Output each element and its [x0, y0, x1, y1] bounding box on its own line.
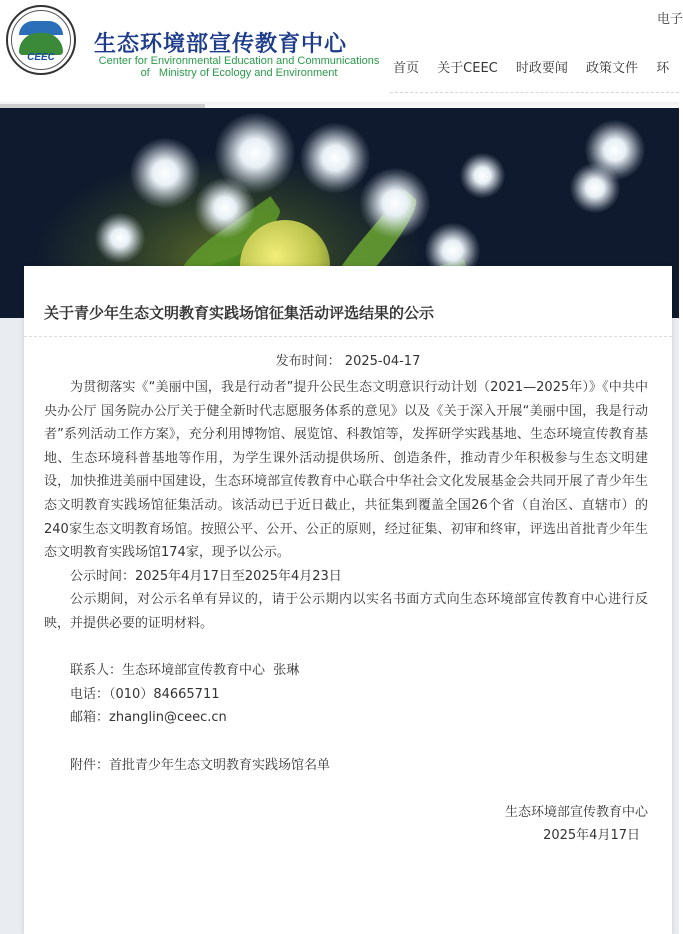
title-divider: [24, 336, 672, 337]
site-title-english: [94, 55, 384, 79]
contact-phone: 电话：（010）84665711: [70, 686, 220, 702]
body-paragraph: 公示期间，对公示名单有异议的，请于公示期内以实名书面方式向生态环境部宣传教育中心进行反映，并提供必要的证明材料。: [44, 592, 648, 631]
banner-seed-puff: [460, 153, 505, 198]
body-paragraph: 公示时间：2025年4月17日至2025年4月23日: [70, 568, 342, 584]
banner-seed-puff: [130, 138, 200, 208]
banner-seed-puff: [95, 213, 145, 263]
nav-item-news[interactable]: 时政要闻: [515, 61, 568, 76]
banner-seed-puff: [300, 123, 370, 193]
logo-abbreviation: CEEC: [27, 52, 55, 63]
site-title-english-line1: Center for Environmental Education and Communications: [98, 55, 380, 67]
nav-divider: [390, 92, 679, 93]
article-card: [24, 266, 672, 934]
signature-date: 2025年4月17日: [543, 828, 640, 844]
article-body: [44, 376, 648, 848]
body-paragraph: 为贯彻落实《“美丽中国，我是行动者”提升公民生态文明意识行动计划（2021—2025年）》《中共中央办公厅 国务院办公厅关于健全新时代志愿服务体系的意见》以及《关于深入开展“美丽中国，我是行动者”系列活动工作方案》，充分利用博物馆、展览馆、科教馆等，发挥研学实践基地、生态环境宣传教育基地、生态环境科普基地等作用，为学生课外活动提供场所、创造条件，推动青少年积极参与生态文明建设，加快推进美丽中国建设，生态环境部宣传教育中心联合中华社会文化发展基金会共同开展了青少年生态文明教育实践场馆征集活动。该活动已于近日截止，共征集到覆盖全国26个省（自治区、直辖市）的240家生态文明教育场馆。按照公平、公开、公正的原则，经过征集、初审和终审，评选出首批青少年生态文明教育实践场馆174家，现予以公示。: [44, 380, 648, 561]
contact-person: 联系人：生态环境部宣传教育中心 张琳: [70, 663, 300, 679]
publish-date-label: 发布时间：: [275, 354, 341, 369]
spacer: [44, 777, 648, 801]
top-link-electronic[interactable]: 电子: [657, 12, 683, 27]
nav-item-policy[interactable]: 政策文件: [586, 61, 639, 76]
page-background-right: [672, 318, 679, 934]
nav-item-about[interactable]: 关于CEEC: [437, 61, 498, 76]
banner-seed-puff: [570, 163, 620, 213]
main-nav: [393, 57, 683, 76]
spacer: [44, 636, 648, 660]
attachment-link[interactable]: 附件：首批青少年生态文明教育实践场馆名单: [70, 757, 331, 773]
banner-seed-puff: [195, 178, 255, 238]
article-title: 关于青少年生态文明教育实践场馆征集活动评选结果的公示: [44, 304, 435, 322]
site-title[interactable]: 生态环境部宣传教育中心: [94, 32, 348, 57]
contact-email[interactable]: 邮箱：zhanglin@ceec.cn: [70, 710, 227, 726]
site-header: [0, 0, 683, 108]
signature-organization: 生态环境部宣传教育中心: [504, 804, 648, 820]
spacer: [44, 730, 648, 754]
page-background-left: [0, 318, 24, 934]
site-title-english-line2: of Ministry of Ecology and Environment: [140, 67, 338, 79]
banner-seed-puff: [360, 168, 430, 238]
nav-item-more[interactable]: 环: [656, 61, 670, 76]
nav-item-home[interactable]: 首页: [393, 61, 420, 76]
ceec-logo[interactable]: [6, 5, 76, 75]
publish-date-value: 2025-04-17: [344, 354, 421, 369]
publish-date: [24, 350, 672, 369]
